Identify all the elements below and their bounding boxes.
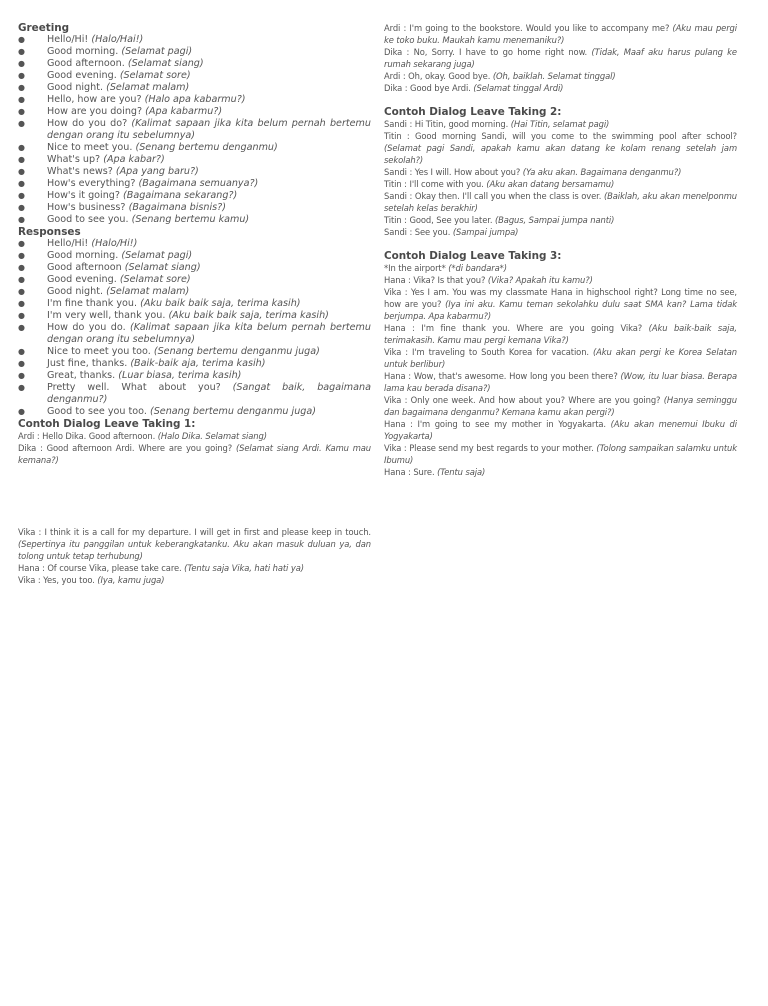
indonesian-translation: (Apa kabarmu?) [145, 106, 223, 117]
english-text: Hana : Sure. [384, 467, 438, 477]
indonesian-translation: (Baiklah, aku akan menelponmu setelah kelas berakhir) [384, 191, 737, 213]
dialog-line [384, 46, 737, 70]
english-text: How do you do. [47, 322, 131, 333]
english-text: Sandi : Yes I will. How about you? [384, 167, 523, 177]
english-text: Vika : I'm traveling to South Korea for vacation. [384, 347, 593, 357]
indonesian-translation: (Tentu saja Vika, hati hati ya) [184, 563, 304, 573]
bullet-icon: ● [18, 347, 25, 356]
english-text: Vika : Only one week. And how about you? Where are you going? [384, 395, 664, 405]
english-text: Good to see you. [47, 214, 132, 225]
indonesian-translation: (Aku mau pergi ke toko buku. Maukah kamu menemaniku?) [384, 23, 738, 45]
indonesian-translation: (Selamat siang) [124, 262, 201, 273]
indonesian-translation: (Wow, itu luar biasa. Berapa lama kau berada disana?) [384, 371, 737, 393]
bullet-icon: ● [18, 323, 25, 332]
responses-heading: Responses [18, 226, 81, 238]
list-item [18, 154, 371, 166]
english-text: Sandi : Okay then. I'll call you when the class is over. [384, 191, 604, 201]
english-text: How are you doing? [47, 106, 146, 117]
indonesian-translation: (Selamat pagi) [121, 46, 193, 57]
english-text: Vika : Yes I am. You was my classmate Hana in highschool right? Long time no see, how are you? [384, 287, 737, 309]
indonesian-translation: (Bagus, Sampai jumpa nanti) [494, 215, 615, 225]
indonesian-translation: (Iya ini aku. Kamu teman sekolahku dulu saat SMA kan? Lama tidak berjumpa. Apa kabarmu?) [384, 299, 737, 321]
english-text: Good evening. [47, 70, 120, 81]
dialog-line [384, 178, 737, 190]
right-column [384, 22, 737, 478]
dialog3-scene [384, 262, 737, 274]
dialog-line [384, 214, 737, 226]
dialog-line [384, 370, 737, 394]
greeting-list [18, 34, 371, 226]
dialog-line [384, 226, 737, 238]
indonesian-translation: (Selamat sore) [119, 70, 191, 81]
list-item [18, 358, 371, 370]
english-text: Hello/Hi! [47, 34, 92, 45]
bullet-icon: ● [18, 179, 25, 188]
indonesian-translation: (Luar biasa, terima kasih) [118, 370, 242, 381]
english-text: How's everything? [47, 178, 139, 189]
dialog-line [384, 70, 737, 82]
english-text: Dika : Good afternoon Ardi. Where are you going? [18, 443, 236, 453]
english-text: Good night. [47, 82, 107, 93]
indonesian-translation: (Kalimat sapaan jika kita belum pernah bertemu dengan orang itu sebelumnya) [47, 118, 371, 141]
indonesian-translation: (Aku baik-baik saja, terimakasih. Kamu mau pergi kemana Vika?) [384, 323, 737, 345]
list-item [18, 346, 371, 358]
indonesian-translation: (Aku akan menemui Ibuku di Yogyakarta) [384, 419, 737, 441]
dialog-line [384, 22, 737, 46]
list-item [18, 370, 371, 382]
indonesian-translation: (Ya aku akan. Bagaimana denganmu?) [522, 167, 682, 177]
list-item [18, 70, 371, 82]
indonesian-translation: (Halo apa kabarmu?) [144, 94, 246, 105]
list-item [18, 250, 371, 262]
list-item [18, 46, 371, 58]
bullet-icon: ● [18, 359, 25, 368]
english-text: Good morning. [47, 46, 122, 57]
bullet-icon: ● [18, 95, 25, 104]
indonesian-translation: (Senang bertemu denganmu juga) [153, 346, 320, 357]
english-text: Good to see you too. [47, 406, 150, 417]
english-text: How's business? [47, 202, 129, 213]
indonesian-translation: (Apa kabar?) [103, 154, 165, 165]
english-text: Good afternoon. [47, 58, 128, 69]
indonesian-translation: (Tentu saja) [437, 467, 486, 477]
bullet-icon: ● [18, 287, 25, 296]
bullet-icon: ● [18, 263, 25, 272]
dialog-line [384, 166, 737, 178]
dialog3-heading: Contoh Dialog Leave Taking 3: [384, 250, 562, 262]
english-text: Hello, how are you? [47, 94, 145, 105]
dialog-line [384, 418, 737, 442]
english-text: Good afternoon [47, 262, 125, 273]
list-item [18, 106, 371, 118]
dialog2-lines [384, 118, 737, 238]
indonesian-translation: (Iya, kamu juga) [97, 575, 165, 585]
list-item [18, 322, 371, 346]
indonesian-translation: (Selamat pagi Sandi, apakah kamu akan datang ke kolam renang setelah jam sekolah?) [384, 143, 737, 165]
dialog-line [384, 394, 737, 418]
english-text: I'm fine thank you. [47, 298, 141, 309]
bullet-icon: ● [18, 239, 25, 248]
bullet-icon: ● [18, 155, 25, 164]
dialog-line [384, 466, 737, 478]
dialog-line [384, 346, 737, 370]
bullet-icon: ● [18, 191, 25, 200]
english-text: Hana : I'm fine thank you. Where are you going Vika? [384, 323, 649, 333]
dialog1-heading: Contoh Dialog Leave Taking 1: [18, 418, 196, 430]
english-text: Vika : Please send my best regards to your mother. [384, 443, 597, 453]
indonesian-translation: (Kalimat sapaan jika kita belum pernah bertemu dengan orang itu sebelumnya) [47, 322, 371, 345]
greeting-heading: Greeting [18, 22, 70, 34]
indonesian-translation: (Sampai jumpa) [452, 227, 519, 237]
dialog-line [384, 118, 737, 130]
left-column-bottom [18, 526, 371, 586]
english-text: Good evening. [47, 274, 120, 285]
english-text: Ardi : Hello Dika. Good afternoon. [18, 431, 158, 441]
indonesian-translation: (Aku baik baik saja, terima kasih) [168, 310, 329, 321]
english-text: Ardi : I'm going to the bookstore. Would you like to accompany me? [384, 23, 673, 33]
dialog-line [384, 190, 737, 214]
english-text: Vika : I think it is a call for my departure. I will get in first and please keep in touch. [18, 527, 371, 537]
indonesian-translation: (Sangat baik, bagaimana denganmu?) [47, 382, 371, 405]
english-text: I'm very well, thank you. [47, 310, 169, 321]
indonesian-translation: (Vika? Apakah itu kamu?) [487, 275, 593, 285]
english-text: Dika : No, Sorry. I have to go home right now. [384, 47, 592, 57]
english-text: How's it going? [47, 190, 124, 201]
indonesian-translation: (Aku akan datang bersamamu) [486, 179, 615, 189]
list-item [18, 310, 371, 322]
english-text: Good night. [47, 286, 107, 297]
english-text: Hello/Hi! [47, 238, 92, 249]
english-text: Just fine, thanks. [47, 358, 131, 369]
spacer [384, 94, 737, 106]
indonesian-translation: (Halo Dika. Selamat siang) [157, 431, 267, 441]
bullet-icon: ● [18, 203, 25, 212]
bullet-icon: ● [18, 311, 25, 320]
bullet-icon: ● [18, 59, 25, 68]
english-text: Ardi : Oh, okay. Good bye. [384, 71, 493, 81]
list-item [18, 94, 371, 106]
english-text: Hana : I'm going to see my mother in Yogyakarta. [384, 419, 611, 429]
dialog-line [384, 274, 737, 286]
english-text: Good morning. [47, 250, 122, 261]
indonesian-translation: (Senang bertemu denganmu) [135, 142, 278, 153]
english-text: Vika : Yes, you too. [18, 575, 98, 585]
indonesian-translation: (Selamat siang) [127, 58, 204, 69]
dialog-line [384, 322, 737, 346]
english-text: Titin : I'll come with you. [384, 179, 487, 189]
indonesian-translation: (Baik-baik aja, terima kasih) [130, 358, 266, 369]
indonesian-translation: (Selamat tinggal Ardi) [473, 83, 564, 93]
indonesian-translation: (Sepertinya itu panggilan untuk keberangkatanku. Aku akan masuk duluan ya, dan tolong untuk tetap terhubung) [18, 539, 371, 561]
dialog-line [18, 574, 371, 586]
english-text: What's up? [47, 154, 104, 165]
english-text: Nice to meet you. [47, 142, 136, 153]
english-text: Dika : Good bye Ardi. [384, 83, 474, 93]
dialog3-lines [384, 274, 737, 478]
english-text: Great, thanks. [47, 370, 119, 381]
list-item [18, 202, 371, 214]
indonesian-translation: (Tidak, Maaf aku harus pulang ke rumah sekarang juga) [384, 47, 737, 69]
indonesian-translation: (Oh, baiklah. Selamat tinggal) [492, 71, 616, 81]
bullet-icon: ● [18, 299, 25, 308]
responses-list [18, 238, 371, 418]
english-text: Sandi : Hi Titin, good morning. [384, 119, 511, 129]
indonesian-translation: (Hai Titin, selamat pagi) [510, 119, 610, 129]
indonesian-translation: (Selamat pagi) [121, 250, 193, 261]
indonesian-translation: (Selamat malam) [106, 286, 190, 297]
bullet-icon: ● [18, 83, 25, 92]
dialog-line [18, 430, 371, 442]
english-text: How do you do? [47, 118, 132, 129]
indonesian-translation: (Selamat malam) [106, 82, 190, 93]
dialog3-lines-continued [18, 526, 371, 586]
bullet-icon: ● [18, 215, 25, 224]
dialog-line [384, 82, 737, 94]
indonesian-translation: (Bagaimana semuanya?) [138, 178, 259, 189]
bullet-icon: ● [18, 371, 25, 380]
list-item [18, 274, 371, 286]
bullet-icon: ● [18, 275, 25, 284]
list-item [18, 142, 371, 154]
bullet-icon: ● [18, 35, 25, 44]
bullet-icon: ● [18, 167, 25, 176]
bullet-icon: ● [18, 71, 25, 80]
indonesian-translation: (Selamat sore) [119, 274, 191, 285]
scene-english: *In the airport* [384, 263, 449, 273]
bullet-icon: ● [18, 47, 25, 56]
indonesian-translation: (Aku baik baik saja, terima kasih) [140, 298, 301, 309]
bullet-icon: ● [18, 407, 25, 416]
indonesian-translation: (Bagaimana sekarang?) [123, 190, 238, 201]
indonesian-translation: (Apa yang baru?) [115, 166, 199, 177]
bullet-icon: ● [18, 143, 25, 152]
bullet-icon: ● [18, 107, 25, 116]
english-text: Hana : Of course Vika, please take care. [18, 563, 185, 573]
dialog-line [384, 130, 737, 166]
list-item [18, 34, 371, 46]
bullet-icon: ● [18, 251, 25, 260]
spacer [384, 238, 737, 250]
bullet-icon: ● [18, 383, 25, 392]
dialog1-lines [18, 430, 371, 466]
list-item [18, 166, 371, 178]
dialog1-lines-continued [384, 22, 737, 94]
english-text: Pretty well. What about you? [47, 382, 233, 393]
list-item [18, 238, 371, 250]
indonesian-translation: (Senang bertemu kamu) [131, 214, 250, 225]
indonesian-translation: (Selamat siang Ardi. Kamu mau kemana?) [18, 443, 371, 465]
dialog-line [384, 286, 737, 322]
bullet-icon: ● [18, 119, 25, 128]
list-item [18, 118, 371, 142]
list-item [18, 262, 371, 274]
indonesian-translation: (Tolong sampaikan salamku untuk Ibumu) [384, 443, 737, 465]
english-text: Sandi : See you. [384, 227, 453, 237]
dialog-line [18, 562, 371, 574]
list-item [18, 58, 371, 70]
dialog-line [18, 442, 371, 466]
indonesian-translation: (Bagaimana bisnis?) [128, 202, 226, 213]
indonesian-translation: (Aku akan pergi ke Korea Selatan untuk berlibur) [384, 347, 737, 369]
english-text: Hana : Wow, that's awesome. How long you been there? [384, 371, 621, 381]
indonesian-translation: (Halo/Hai!) [91, 34, 144, 45]
list-item [18, 382, 371, 406]
left-column [18, 22, 371, 466]
english-text: Nice to meet you too. [47, 346, 154, 357]
list-item [18, 214, 371, 226]
dialog-line [18, 526, 371, 562]
list-item [18, 178, 371, 190]
indonesian-translation: (Senang bertemu denganmu juga) [149, 406, 317, 417]
list-item [18, 298, 371, 310]
list-item [18, 406, 371, 418]
english-text: Hana : Vika? Is that you? [384, 275, 488, 285]
list-item [18, 82, 371, 94]
indonesian-translation: (Hanya seminggu dan bagaimana denganmu? Kemana kamu akan pergi?) [384, 395, 737, 417]
english-text: Titin : Good morning Sandi, will you come to the swimming pool after school? [384, 131, 737, 141]
list-item [18, 190, 371, 202]
indonesian-translation: (Halo/Hi!) [91, 238, 138, 249]
list-item [18, 286, 371, 298]
scene-translation: (*di bandara*) [448, 263, 507, 273]
english-text: Titin : Good, See you later. [384, 215, 495, 225]
dialog-line [384, 442, 737, 466]
english-text: What's news? [47, 166, 116, 177]
dialog2-heading: Contoh Dialog Leave Taking 2: [384, 106, 562, 118]
